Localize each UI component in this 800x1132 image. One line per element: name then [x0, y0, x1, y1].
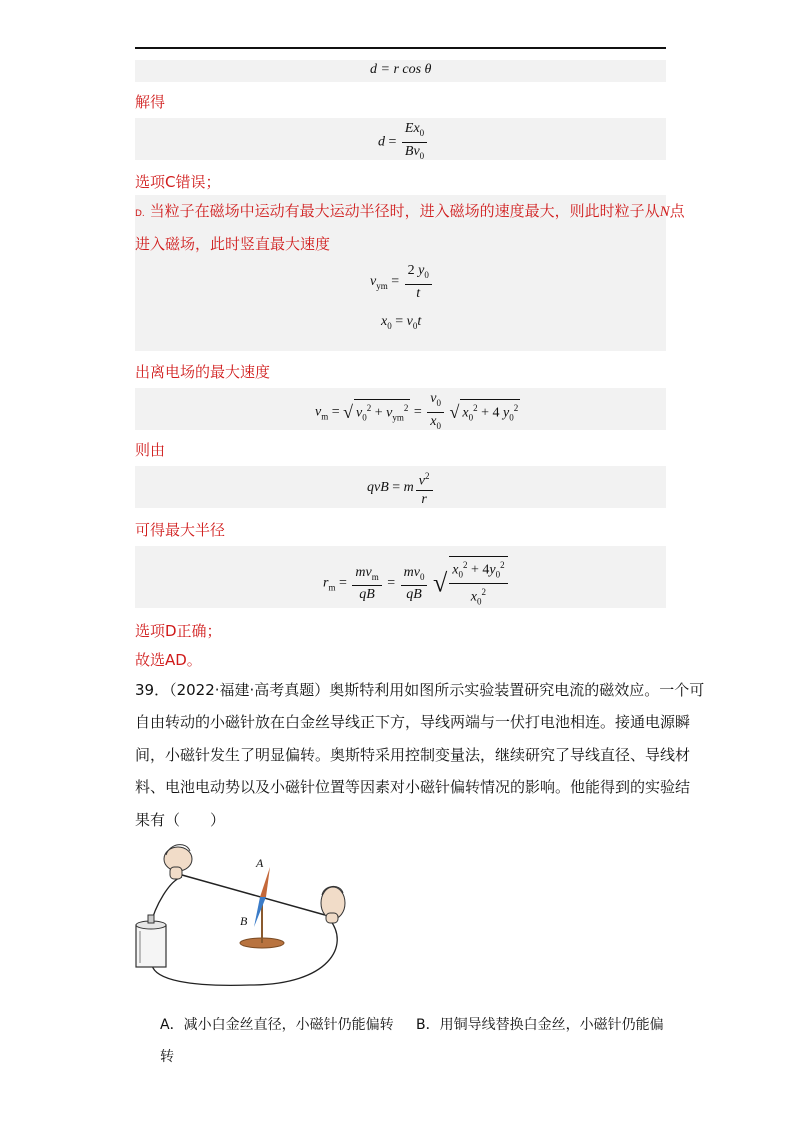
- question-39-line4: 料、电池电动势以及小磁针位置等因素对小磁针偏转情况的影响。他能得到的实验结: [135, 778, 691, 796]
- question-39-line5: 果有（ ）: [135, 811, 226, 829]
- needle-south: [254, 897, 266, 927]
- magnetic-needle-icon: [240, 867, 284, 948]
- solve-label: 解得: [135, 93, 166, 111]
- needle-label-B: B: [240, 914, 248, 928]
- answer: 故选AD。: [135, 651, 202, 669]
- question-39-line3: 间，小磁针发生了明显偏转。奥斯特采用控制变量法，继续研究了导线直径、导线材: [135, 746, 691, 764]
- optionD-text: 当粒子在磁场中运动有最大运动半径时，进入磁场的速度最大，则此时粒子从: [149, 202, 660, 220]
- right-hand-icon: [321, 886, 345, 923]
- optionD-correct: 选项D正确；: [135, 622, 222, 640]
- optionD-line1: [135, 201, 685, 224]
- wire-bottom: [152, 920, 337, 985]
- question-39-line1: 39．（2022·福建·高考真题）奥斯特利用如图所示实验装置研究电流的磁效应。一个可: [135, 681, 705, 699]
- equation-vym: $v_{ym}$ = $\frac{2 y_0}{t}$: [370, 262, 434, 302]
- equation-x0: $x_0 = v_0t$: [381, 314, 422, 331]
- then-label: 则由: [135, 441, 166, 459]
- option-B-continued: 转: [160, 1049, 174, 1065]
- battery-icon: [136, 915, 166, 967]
- optionC-wrong: 选项C错误；: [135, 173, 221, 191]
- header-rule: [135, 47, 666, 49]
- equation-rm: $r_m$ = $\frac{mv_m}{qB}$ = $\frac{mv_0}{qB}$ √ $\frac{x_0^2 + 4y_0^2}{x_0^2}$: [323, 556, 510, 611]
- equation-d-rcos: d = r cos θ: [370, 62, 432, 77]
- optionD-prefix: D.: [135, 209, 145, 219]
- optionD-point: 点: [669, 202, 685, 220]
- equation-vm: $v_m$ = √ $v_0^2 + v_{ym}^2$ = $\frac{v_0}{x_0}$ √ $x_0^2 + 4$ $y_0^2$: [315, 391, 519, 431]
- platinum-wire: [182, 875, 325, 915]
- optionD-line2: 进入磁场，此时竖直最大速度: [135, 235, 331, 253]
- question-39-line2: 自由转动的小磁针放在白金丝导线正下方，导线两端与一伏打电池相连。接通电源瞬: [135, 713, 691, 731]
- equation-qvB: qvB = m $\frac{v^2}{r}$: [367, 468, 435, 508]
- max-speed-label: 出离电场的最大速度: [135, 363, 271, 381]
- oersted-experiment-figure: [130, 835, 360, 995]
- wire-left: [150, 877, 182, 927]
- left-hand-icon: [164, 845, 192, 879]
- option-A: A．减小白金丝直径，小磁针仍能偏转: [160, 1017, 394, 1033]
- equation-d-frac: d = $\frac{Ex_0}{Bv_0}$: [378, 120, 429, 165]
- option-B: B．用铜导线替换白金丝，小磁针仍能偏: [416, 1017, 664, 1033]
- needle-north: [260, 867, 270, 897]
- needle-label-A: A: [256, 856, 264, 870]
- max-radius-label: 可得最大半径: [135, 521, 226, 539]
- point-N: N: [659, 204, 670, 220]
